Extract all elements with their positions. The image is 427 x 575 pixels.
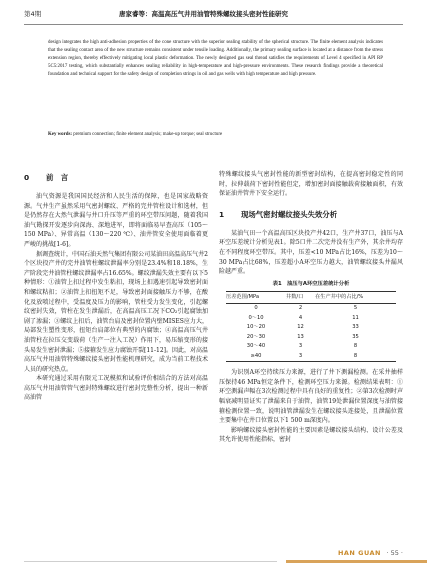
page-header xyxy=(24,7,403,25)
table-cell: 8 xyxy=(315,352,396,362)
table-cell: 5 xyxy=(353,305,358,312)
table-cell: 3 xyxy=(286,352,315,362)
table-cell: 10～20 xyxy=(246,324,266,331)
intro-paragraph-2: 据调查统计，中国石油天然气集团有限公司某油田高温高压气井2个区块投产井的完井油管柱螺纹泄漏率分别是23.4%和18.18%，生产阶段完井油管柱螺纹泄漏率占16.65%。螺纹泄漏失效主要有以下5种情形：①油管上扣过程中发生粘扣，现场上扣遇速引起导致密封面和螺纹粘扣；②油管上扣扭矩不足，导致密封面接触压力不够，在酸化及放喷过程中，受温度及压力的影响，管柱受力发生变化，引起螺纹密封失效，管柱在发生泄漏后，在高温高压工况下CO₂引起腐蚀加剧了渗漏；③螺纹上扣后，油管台肩及密封位置内壁MISES应力大，局部发生塑性变形，扭矩台肩部位有典型的内腐蚀；④高温高压气井油管柱在拉压交变载荷（生产一注入工况）作用下，易压缩变形的接头易发生密封泄漏；⑤接箍发生应力腐蚀开裂[11-12]。因此，对高温高压气井用油管特殊螺纹接头密封性能机理研究，成为当前工程技术人员的研究热点。 xyxy=(24,250,208,373)
footer-accent-bar xyxy=(286,560,427,563)
section-1-title: 现场气密封螺纹接头失效分析 xyxy=(241,209,338,219)
pressure-table xyxy=(226,291,396,363)
closing-paragraph: 影响螺纹接头密封性能的主要因素是螺纹接头结构、设计公差及其允许使用性能指标，密封 xyxy=(219,426,403,444)
table-row xyxy=(226,352,396,362)
intro-paragraph-3: 本研究通过采用有限元工况模拟和试验评价相结合的方法对高温高压气井用油管管气密封特殊螺纹进行密封完整性分析，提出一种新高油管 xyxy=(24,375,208,402)
english-keywords xyxy=(48,131,383,139)
section-1-heading xyxy=(219,209,403,221)
table-row xyxy=(226,304,396,314)
journal-brand: HAN GUAN xyxy=(337,549,381,557)
table-header-cell: 压差范围/MPa xyxy=(226,291,286,304)
table-cell: 3 xyxy=(298,343,303,350)
table-header-row xyxy=(226,291,396,304)
table-cell: 13 xyxy=(297,333,304,340)
right-column xyxy=(219,170,403,445)
leak-detection-paragraph: 为识别A环空持续压力来源，进行了井下测漏检测。在采井抽样压保持46 MPa恒定条件下，检测环空压力来源。检测结果表明：①环空测漏声幅在3次检测过程中具有良好的重复性；②第3次检测时声幅衰减明显证实了泄漏来自于油管，油管19处泄漏位置深度与油管接箍检测位置一致，说明油管泄漏发生在螺纹接头连接处，且泄漏位置主要集中在井口位置以下1 500 m深度内。 xyxy=(219,369,403,425)
table-cell: 12 xyxy=(297,324,304,331)
section-0-heading xyxy=(24,172,208,184)
table-cell: 2 xyxy=(298,305,303,312)
keywords-label: Key words: xyxy=(48,132,73,137)
english-abstract: design integrates the high anti-adhesion properties of the cone structure with the superior sealing stability of the spherical structure. The finite element analysis indicates that the sealing contact area of the new structure remains consistent under tensile loading. Additionally, the primary sealing surface is located at a distance from the stress extension region, thereby effectively mitigating local plastic deformation. The newly designed gas seal thread satisfies the requirements of Level 4 specified in API RP 5C5:2017 testing, which substantially enhances sealing reliability in high-temperature and high-pressure environments. These research findings provide a theoretical foundation and technical support for the safety design of completion strings in oil and gas wells with high temperature and high pressure. xyxy=(48,40,383,77)
table-cell: 20～30 xyxy=(246,333,266,340)
table-cell: 11 xyxy=(352,314,359,321)
table-row xyxy=(226,342,396,352)
table-row xyxy=(226,323,396,333)
table-header-cell: 井数/口 xyxy=(286,291,315,304)
table-cell: 4 xyxy=(298,314,303,321)
section-1-paragraph: 某油气田一个高温高压区块投产井42口，生产井37口，油压与A环空压差统计分析见表1。除5口井二次完井没有生产外，其余井均存在不同程度环空带压。其中，压差<10 MPa占比16%，压差为10～30 MPa占比68%，压差超小A环空压力越大，油管螺纹接头井漏风险越严重。 xyxy=(219,229,403,276)
intro-paragraph-1: 油气资源是我国国民经济和人民生活的保障，也是国家战略资源。气井生产虽然采用气密封螺纹、严格的完井管柱设计和选材，但是仍然存在大然气泄漏与井口升压等严重的环空带压问题，随着我国油气勘探开发逐步向深海、深地进军，即将面临易早查高压（105～150 MPa）、异常高温（130～220 ℃）、油井管安全使用面临着更严峻的挑战[1-6]。 xyxy=(24,193,208,248)
table-row xyxy=(226,333,396,343)
footer-rule xyxy=(24,561,277,562)
table-cell: 8 xyxy=(353,343,358,350)
table-header-cell: 在生产井中的占比/% xyxy=(315,291,396,304)
table-cell: 35 xyxy=(352,333,359,340)
table-cell: 30～40 xyxy=(246,343,266,350)
running-title: 唐家睿等：高温高压气井用油管特殊螺纹接头密封性能研究 xyxy=(119,10,288,18)
keywords-text: premium connection; finite element analysis; make-up torque; seal structure xyxy=(73,132,223,137)
table-row xyxy=(226,314,396,324)
table-cell: 33 xyxy=(352,324,359,331)
section-0-title: 前 言 xyxy=(46,173,69,182)
left-column xyxy=(24,170,208,403)
page-number: · 55 · xyxy=(386,549,403,557)
intro-continuation: 特殊螺纹接头气密封性能的新型密封结构，在提高密封稳定性的同时，拉伸载荷下密封性能但定，增加密封面接触载荷接触面积，有效保证油井管井下安全运行。 xyxy=(219,171,403,198)
table-cell: ≥40 xyxy=(226,352,286,362)
section-0-number: 0 xyxy=(24,173,30,182)
section-1-number: 1 xyxy=(219,209,225,219)
table-1-title: 表1 油压与A环空压差统计分析 xyxy=(272,280,350,287)
table-cell: 0 xyxy=(254,305,258,312)
issue-number: 第4期 xyxy=(24,10,42,18)
table-cell: 0～10 xyxy=(248,314,264,321)
